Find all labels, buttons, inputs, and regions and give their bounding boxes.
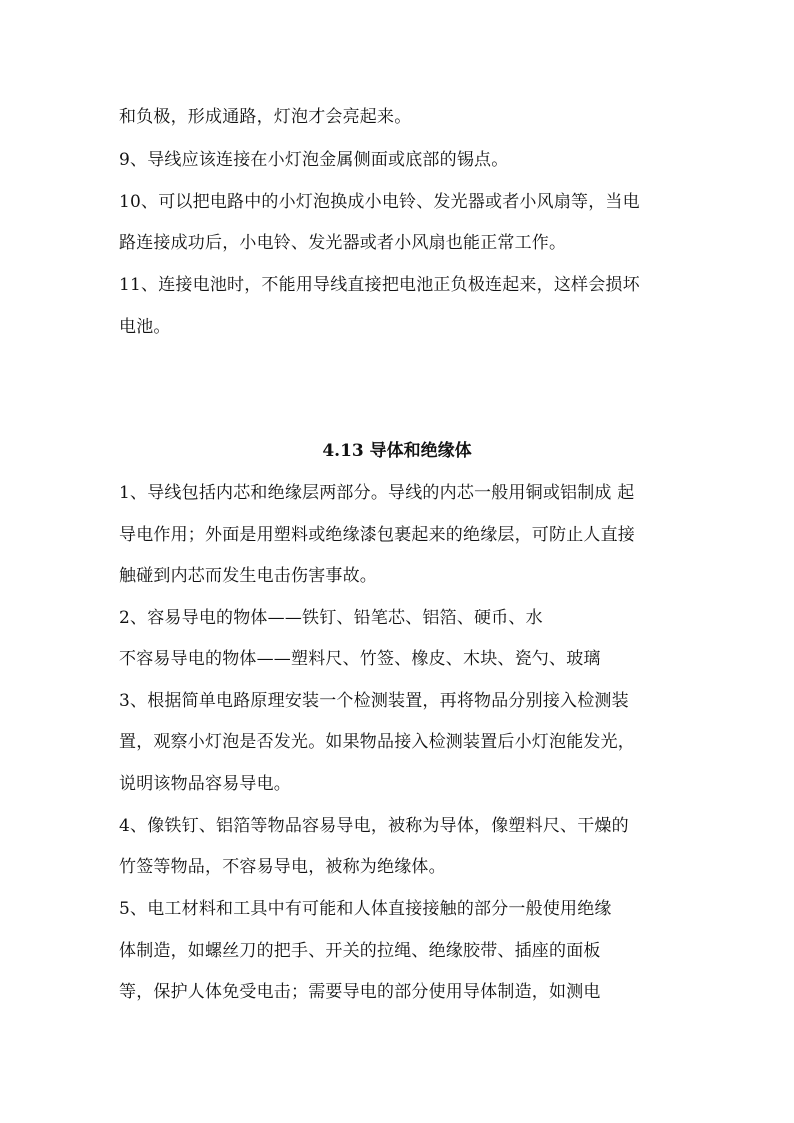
text-line: 路连接成功后，小电铃、发光器或者小风扇也能正常工作。 [119, 233, 567, 253]
text-line: 导电作用；外面是用塑料或绝缘漆包裹起来的绝缘层，可防止人直接 [119, 525, 635, 545]
text-line: 说明该物品容易导电。 [119, 774, 291, 794]
text-line: 4、像铁钉、铝箔等物品容易导电，被称为导体，像塑料尺、干燥的 [119, 816, 629, 836]
text-line: 5、电工材料和工具中有可能和人体直接接触的部分一般使用绝缘 [119, 899, 612, 919]
text-line: 1、导线包括内芯和绝缘层两部分。导线的内芯一般用铜或铝制成 起 [119, 483, 635, 503]
text-line: 竹签等物品，不容易导电，被称为绝缘体。 [119, 857, 446, 877]
text-line: 和负极，形成通路，灯泡才会亮起来。 [119, 107, 412, 127]
text-line: 11、连接电池时，不能用导线直接把电池正负极连起来，这样会损坏 [119, 275, 640, 295]
text-line: 等，保护人体免受电击；需要导电的部分使用导体制造，如测电 [119, 982, 601, 1002]
text-line: 电池。 [119, 317, 171, 337]
text-line: 2、容易导电的物体——铁钉、铅笔芯、铝箔、硬币、水 [119, 608, 543, 628]
section-heading: 4.13 导体和绝缘体 [322, 441, 472, 461]
text-line: 10、可以把电路中的小灯泡换成小电铃、发光器或者小风扇等，当电 [119, 192, 640, 212]
text-line: 触碰到内芯而发生电击伤害事故。 [119, 566, 377, 586]
text-line: 不容易导电的物体——塑料尺、竹签、橡皮、木块、瓷勺、玻璃 [119, 649, 601, 669]
text-line: 体制造，如螺丝刀的把手、开关的拉绳、绝缘胶带、插座的面板 [119, 941, 601, 961]
text-line: 9、导线应该连接在小灯泡金属侧面或底部的锡点。 [119, 150, 509, 170]
text-line: 置，观察小灯泡是否发光。如果物品接入检测装置后小灯泡能发光， [119, 732, 635, 752]
text-line: 3、根据简单电路原理安装一个检测装置，再将物品分别接入检测装 [119, 691, 629, 711]
